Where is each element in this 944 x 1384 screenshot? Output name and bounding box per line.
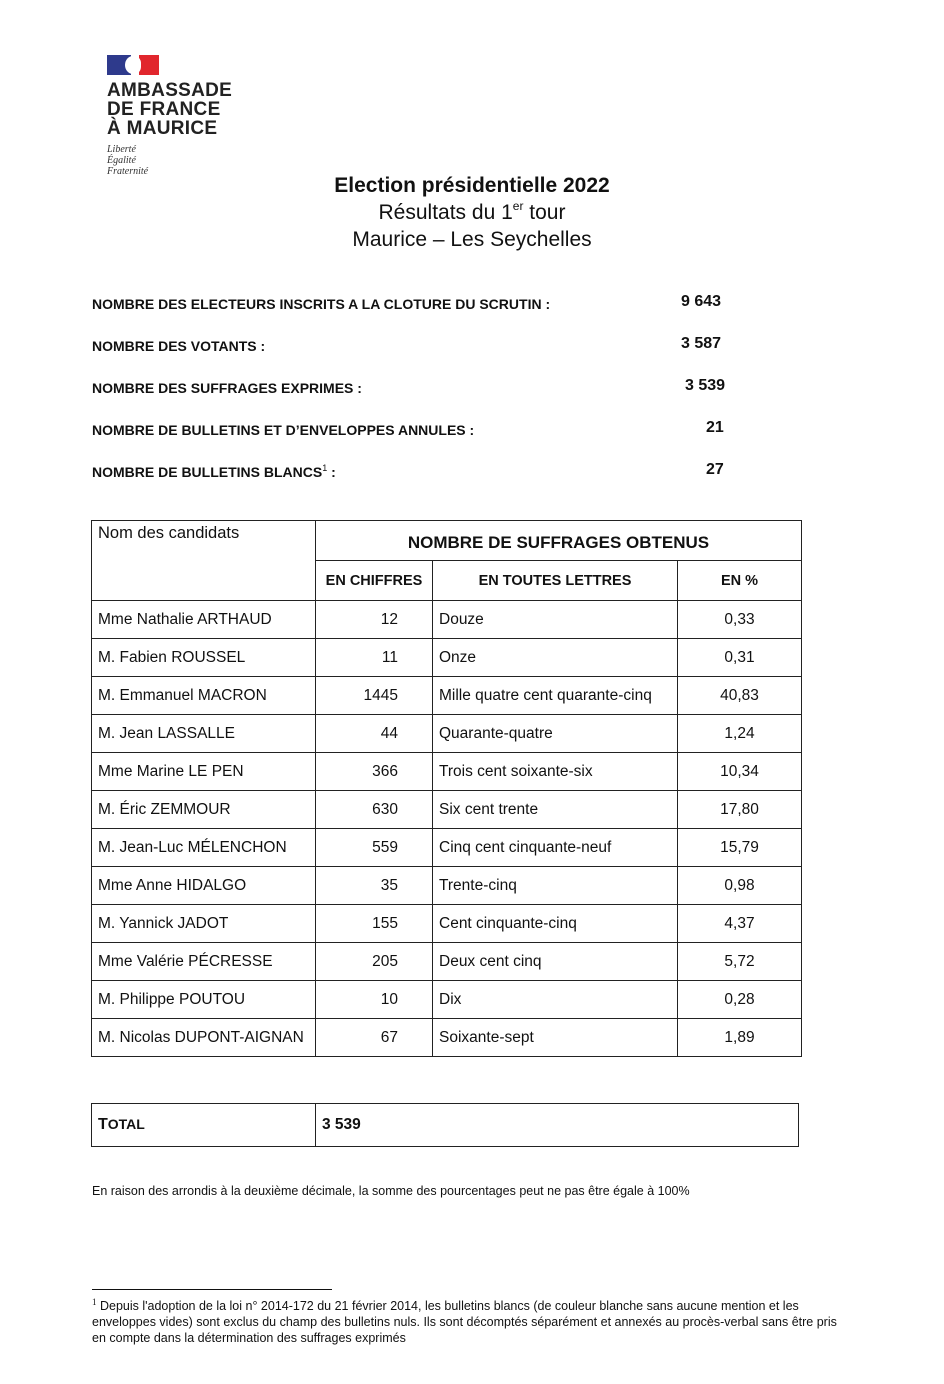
- votes-words: Dix: [433, 981, 678, 1019]
- table-row: [92, 715, 802, 753]
- table-row: [92, 905, 802, 943]
- votes-percent: 17,80: [678, 791, 802, 829]
- votes-figures: 44: [316, 715, 433, 753]
- marianne-flag-icon: [107, 55, 159, 75]
- stat-value: 21: [706, 419, 724, 436]
- votes-figures: 10: [316, 981, 433, 1019]
- motto-egalite: Égalité: [107, 155, 136, 166]
- table-row: [92, 829, 802, 867]
- document-location: Maurice – Les Seychelles: [352, 228, 592, 251]
- header-votes-group: NOMBRE DE SUFFRAGES OBTENUS: [316, 521, 802, 561]
- votes-words: Trois cent soixante-six: [433, 753, 678, 791]
- stat-label-text: NOMBRE DE BULLETINS BLANCS: [92, 464, 323, 480]
- stat-value: 3 539: [685, 377, 726, 394]
- table-row: [92, 981, 802, 1019]
- votes-percent: 15,79: [678, 829, 802, 867]
- candidate-name: Mme Valérie PÉCRESSE: [92, 943, 316, 981]
- motto-liberte: Liberté: [107, 144, 136, 155]
- votes-percent: 0,98: [678, 867, 802, 905]
- stat-expressed: [92, 376, 742, 418]
- candidate-name: Mme Anne HIDALGO: [92, 867, 316, 905]
- votes-figures: 11: [316, 639, 433, 677]
- votes-figures: 12: [316, 601, 433, 639]
- candidate-name: M. Jean LASSALLE: [92, 715, 316, 753]
- votes-words: Deux cent cinq: [433, 943, 678, 981]
- stat-voters: [92, 334, 742, 376]
- stat-label: NOMBRE DES VOTANTS :: [92, 338, 266, 354]
- stat-value: 27: [706, 461, 724, 478]
- table-row: [92, 1019, 802, 1057]
- votes-percent: 0,31: [678, 639, 802, 677]
- embassy-line-1: AMBASSADE: [107, 80, 233, 101]
- stat-value: 9 643: [681, 293, 722, 310]
- candidate-name: Mme Nathalie ARTHAUD: [92, 601, 316, 639]
- table-row: [92, 867, 802, 905]
- votes-percent: 10,34: [678, 753, 802, 791]
- table-row: [92, 753, 802, 791]
- stat-registered: [92, 292, 742, 334]
- motto-fraternite: Fraternité: [107, 166, 149, 177]
- header-candidate-name: Nom des candidats: [92, 521, 316, 601]
- total-label: [92, 1104, 316, 1147]
- candidate-name: M. Éric ZEMMOUR: [92, 791, 316, 829]
- stat-label: NOMBRE DES ELECTEURS INSCRITS A LA CLOTURE DU SCRUTIN :: [92, 296, 551, 312]
- embassy-name: [107, 81, 232, 138]
- votes-words: Quarante-quatre: [433, 715, 678, 753]
- results-table: [91, 520, 802, 1057]
- stat-label: NOMBRE DE BULLETINS ET D’ENVELOPPES ANNULES :: [92, 422, 475, 438]
- footnote-text: Depuis l'adoption de la loi n° 2014-172 du 21 février 2014, les bulletins blancs (de couleur blanche sans aucune mention et les enveloppes vides) sont exclus du champ des bulletins nuls. Ils sont décomptés séparément et annexés au procès-verbal sans être pris en compte dans la détermination des suffrages exprimés: [92, 1299, 837, 1345]
- summary-stats: [92, 292, 742, 502]
- embassy-logo: [107, 55, 232, 177]
- candidate-name: M. Philippe POUTOU: [92, 981, 316, 1019]
- votes-percent: 1,89: [678, 1019, 802, 1057]
- votes-words: Mille quatre cent quarante-cinq: [433, 677, 678, 715]
- total-value: 3 539: [316, 1104, 799, 1147]
- candidate-name: M. Jean-Luc MÉLENCHON: [92, 829, 316, 867]
- footnote-marker: 1: [92, 1297, 97, 1307]
- total-table: [91, 1103, 799, 1147]
- total-label-rest: OTAL: [107, 1116, 145, 1132]
- header-in-figures: EN CHIFFRES: [316, 561, 433, 601]
- table-row: [92, 601, 802, 639]
- votes-words: Cinq cent cinquante-neuf: [433, 829, 678, 867]
- rounding-note: En raison des arrondis à la deuxième décimale, la somme des pourcentages peut ne pas être égale à 100%: [92, 1184, 690, 1198]
- stat-blank: [92, 460, 742, 502]
- stat-value: 3 587: [681, 335, 722, 352]
- stat-label: NOMBRE DES SUFFRAGES EXPRIMES :: [92, 380, 362, 396]
- table-row: [92, 943, 802, 981]
- table-row: [92, 639, 802, 677]
- header-percent: EN %: [678, 561, 802, 601]
- votes-figures: 67: [316, 1019, 433, 1057]
- table-row: [92, 791, 802, 829]
- votes-percent: 1,24: [678, 715, 802, 753]
- votes-figures: 559: [316, 829, 433, 867]
- subtitle-sup: er: [512, 199, 524, 213]
- total-label-initial: T: [98, 1116, 108, 1133]
- embassy-line-3: À MAURICE: [107, 118, 218, 139]
- stat-void: [92, 418, 742, 460]
- stat-label: [92, 464, 336, 480]
- candidate-name: M. Emmanuel MACRON: [92, 677, 316, 715]
- total-row: [92, 1104, 799, 1147]
- footnote-divider: [92, 1289, 332, 1290]
- footnote: [92, 1298, 852, 1346]
- votes-figures: 1445: [316, 677, 433, 715]
- candidate-name: M. Nicolas DUPONT-AIGNAN: [92, 1019, 316, 1057]
- votes-percent: 0,33: [678, 601, 802, 639]
- stat-label-suffix: :: [327, 464, 336, 480]
- subtitle-prefix: Résultats du 1: [378, 201, 513, 224]
- votes-figures: 205: [316, 943, 433, 981]
- embassy-line-2: DE FRANCE: [107, 99, 221, 120]
- votes-percent: 0,28: [678, 981, 802, 1019]
- votes-words: Six cent trente: [433, 791, 678, 829]
- votes-words: Onze: [433, 639, 678, 677]
- document-subtitle: [0, 199, 944, 226]
- candidate-name: Mme Marine LE PEN: [92, 753, 316, 791]
- header-in-words: EN TOUTES LETTRES: [433, 561, 678, 601]
- subtitle-suffix: tour: [523, 201, 566, 224]
- votes-figures: 35: [316, 867, 433, 905]
- votes-figures: 155: [316, 905, 433, 943]
- votes-words: Trente-cinq: [433, 867, 678, 905]
- votes-percent: 5,72: [678, 943, 802, 981]
- candidate-name: M. Yannick JADOT: [92, 905, 316, 943]
- votes-figures: 630: [316, 791, 433, 829]
- votes-words: Soixante-sept: [433, 1019, 678, 1057]
- votes-words: Douze: [433, 601, 678, 639]
- document-header: [0, 173, 944, 253]
- votes-percent: 4,37: [678, 905, 802, 943]
- votes-words: Cent cinquante-cinq: [433, 905, 678, 943]
- candidate-name: M. Fabien ROUSSEL: [92, 639, 316, 677]
- document-title: Election présidentielle 2022: [334, 174, 610, 197]
- table-row: [92, 677, 802, 715]
- votes-figures: 366: [316, 753, 433, 791]
- footnote-ref[interactable]: 1: [322, 463, 328, 473]
- votes-percent: 40,83: [678, 677, 802, 715]
